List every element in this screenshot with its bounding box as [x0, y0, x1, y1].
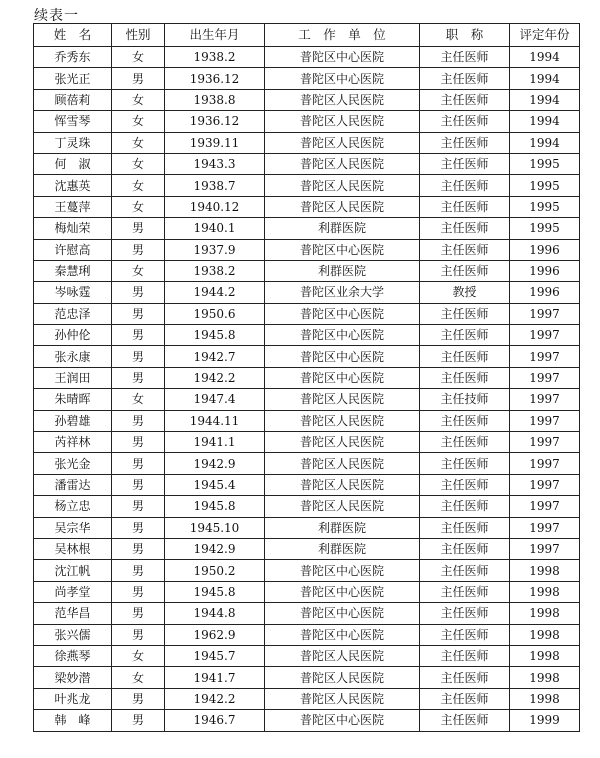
cell-name: 范华昌	[34, 603, 112, 624]
cell-unit: 利群医院	[265, 538, 420, 559]
cell-unit: 普陀区人民医院	[265, 667, 420, 688]
cell-sex: 女	[112, 89, 165, 110]
cell-birth: 1936.12	[165, 68, 265, 89]
cell-year: 1996	[510, 239, 580, 260]
cell-unit: 普陀区中心医院	[265, 346, 420, 367]
cell-sex: 女	[112, 132, 165, 153]
cell-year: 1998	[510, 581, 580, 602]
header-birth: 出生年月	[165, 24, 265, 47]
cell-title: 主任医师	[420, 239, 510, 260]
cell-title: 主任医师	[420, 624, 510, 645]
cell-birth: 1941.7	[165, 667, 265, 688]
table-row	[34, 367, 580, 388]
cell-year: 1994	[510, 47, 580, 68]
cell-title: 主任医师	[420, 710, 510, 731]
cell-sex: 男	[112, 68, 165, 89]
cell-title: 主任医师	[420, 175, 510, 196]
cell-sex: 男	[112, 474, 165, 495]
table-row	[34, 218, 580, 239]
cell-title: 主任医师	[420, 603, 510, 624]
table-row	[34, 239, 580, 260]
cell-title: 主任医师	[420, 432, 510, 453]
table-row	[34, 303, 580, 324]
table-row	[34, 175, 580, 196]
cell-year: 1994	[510, 68, 580, 89]
cell-birth: 1936.12	[165, 111, 265, 132]
cell-name: 朱晴晖	[34, 389, 112, 410]
cell-name: 张兴儒	[34, 624, 112, 645]
table-row	[34, 645, 580, 666]
table-row	[34, 667, 580, 688]
cell-sex: 男	[112, 581, 165, 602]
cell-year: 1997	[510, 303, 580, 324]
cell-birth: 1943.3	[165, 153, 265, 174]
cell-sex: 男	[112, 346, 165, 367]
cell-birth: 1941.1	[165, 432, 265, 453]
cell-unit: 普陀区中心医院	[265, 367, 420, 388]
table-row	[34, 47, 580, 68]
cell-sex: 男	[112, 325, 165, 346]
cell-title: 主任医师	[420, 581, 510, 602]
cell-sex: 男	[112, 282, 165, 303]
header-unit: 工 作 单 位	[265, 24, 420, 47]
table-row	[34, 517, 580, 538]
cell-title: 主任医师	[420, 325, 510, 346]
cell-unit: 普陀区人民医院	[265, 410, 420, 431]
cell-sex: 男	[112, 517, 165, 538]
cell-unit: 利群医院	[265, 260, 420, 281]
cell-name: 徐燕琴	[34, 645, 112, 666]
table-row	[34, 688, 580, 709]
cell-unit: 普陀区人民医院	[265, 474, 420, 495]
cell-year: 1997	[510, 410, 580, 431]
cell-unit: 普陀区中心医院	[265, 68, 420, 89]
cell-name: 许慰高	[34, 239, 112, 260]
cell-sex: 男	[112, 239, 165, 260]
cell-unit: 普陀区业余大学	[265, 282, 420, 303]
cell-name: 芮祥林	[34, 432, 112, 453]
cell-birth: 1945.10	[165, 517, 265, 538]
cell-birth: 1945.8	[165, 581, 265, 602]
cell-birth: 1944.2	[165, 282, 265, 303]
cell-year: 1997	[510, 432, 580, 453]
table-row	[34, 89, 580, 110]
cell-title: 主任医师	[420, 260, 510, 281]
table-row	[34, 496, 580, 517]
cell-birth: 1950.6	[165, 303, 265, 324]
cell-title: 主任医师	[420, 453, 510, 474]
cell-year: 1995	[510, 175, 580, 196]
cell-title: 主任医师	[420, 153, 510, 174]
cell-title: 主任医师	[420, 560, 510, 581]
cell-unit: 普陀区人民医院	[265, 453, 420, 474]
cell-name: 顾蓓莉	[34, 89, 112, 110]
cell-name: 丁灵珠	[34, 132, 112, 153]
cell-sex: 男	[112, 710, 165, 731]
cell-birth: 1942.9	[165, 538, 265, 559]
cell-year: 1997	[510, 389, 580, 410]
cell-name: 恽雪琴	[34, 111, 112, 132]
cell-name: 秦慧琍	[34, 260, 112, 281]
cell-title: 主任医师	[420, 47, 510, 68]
table-row	[34, 68, 580, 89]
cell-title: 主任医师	[420, 132, 510, 153]
cell-year: 1995	[510, 218, 580, 239]
table-row	[34, 132, 580, 153]
cell-unit: 普陀区中心医院	[265, 325, 420, 346]
cell-name: 王润田	[34, 367, 112, 388]
cell-title: 主任医师	[420, 303, 510, 324]
cell-name: 叶兆龙	[34, 688, 112, 709]
cell-sex: 女	[112, 645, 165, 666]
cell-sex: 男	[112, 538, 165, 559]
cell-year: 1995	[510, 196, 580, 217]
cell-birth: 1938.2	[165, 260, 265, 281]
table-row	[34, 282, 580, 303]
cell-name: 孙仲伦	[34, 325, 112, 346]
cell-unit: 普陀区中心医院	[265, 239, 420, 260]
cell-birth: 1942.2	[165, 688, 265, 709]
table-row	[34, 196, 580, 217]
cell-year: 1997	[510, 517, 580, 538]
table-row	[34, 581, 580, 602]
cell-unit: 利群医院	[265, 218, 420, 239]
cell-birth: 1942.2	[165, 367, 265, 388]
cell-title: 主任医师	[420, 645, 510, 666]
cell-year: 1997	[510, 538, 580, 559]
table-row	[34, 410, 580, 431]
cell-year: 1998	[510, 667, 580, 688]
cell-sex: 女	[112, 111, 165, 132]
cell-birth: 1942.9	[165, 453, 265, 474]
cell-year: 1997	[510, 367, 580, 388]
cell-sex: 男	[112, 432, 165, 453]
cell-birth: 1945.7	[165, 645, 265, 666]
cell-year: 1997	[510, 346, 580, 367]
cell-sex: 女	[112, 667, 165, 688]
table-row	[34, 560, 580, 581]
table-row	[34, 474, 580, 495]
cell-name: 梁妙潜	[34, 667, 112, 688]
table-row	[34, 153, 580, 174]
cell-sex: 男	[112, 603, 165, 624]
cell-birth: 1945.8	[165, 496, 265, 517]
cell-sex: 男	[112, 453, 165, 474]
cell-sex: 女	[112, 153, 165, 174]
cell-unit: 普陀区人民医院	[265, 153, 420, 174]
cell-year: 1999	[510, 710, 580, 731]
cell-year: 1994	[510, 89, 580, 110]
cell-year: 1997	[510, 325, 580, 346]
cell-unit: 普陀区人民医院	[265, 132, 420, 153]
cell-unit: 普陀区中心医院	[265, 710, 420, 731]
cell-birth: 1962.9	[165, 624, 265, 645]
cell-sex: 男	[112, 624, 165, 645]
cell-unit: 普陀区中心医院	[265, 560, 420, 581]
cell-unit: 普陀区人民医院	[265, 389, 420, 410]
cell-unit: 普陀区人民医院	[265, 688, 420, 709]
cell-sex: 男	[112, 496, 165, 517]
cell-sex: 男	[112, 560, 165, 581]
cell-birth: 1945.4	[165, 474, 265, 495]
cell-name: 潘雷达	[34, 474, 112, 495]
cell-birth: 1938.7	[165, 175, 265, 196]
cell-birth: 1938.8	[165, 89, 265, 110]
table-row	[34, 453, 580, 474]
cell-year: 1996	[510, 260, 580, 281]
cell-name: 王蔓萍	[34, 196, 112, 217]
cell-year: 1996	[510, 282, 580, 303]
cell-title: 主任医师	[420, 111, 510, 132]
table-row	[34, 710, 580, 731]
cell-name: 岑咏霆	[34, 282, 112, 303]
cell-year: 1998	[510, 645, 580, 666]
cell-unit: 普陀区中心医院	[265, 603, 420, 624]
cell-sex: 男	[112, 218, 165, 239]
cell-name: 沈江帆	[34, 560, 112, 581]
cell-unit: 普陀区人民医院	[265, 645, 420, 666]
cell-title: 主任医师	[420, 496, 510, 517]
cell-name: 范忠泽	[34, 303, 112, 324]
cell-year: 1994	[510, 132, 580, 153]
cell-unit: 普陀区中心医院	[265, 303, 420, 324]
header-year: 评定年份	[510, 24, 580, 47]
cell-year: 1997	[510, 453, 580, 474]
header-sex: 性别	[112, 24, 165, 47]
cell-year: 1994	[510, 111, 580, 132]
table-row	[34, 603, 580, 624]
cell-title: 主任技师	[420, 389, 510, 410]
cell-name: 何 淑	[34, 153, 112, 174]
cell-sex: 男	[112, 688, 165, 709]
cell-birth: 1940.1	[165, 218, 265, 239]
cell-name: 张光正	[34, 68, 112, 89]
cell-unit: 普陀区人民医院	[265, 89, 420, 110]
cell-unit: 普陀区人民医院	[265, 496, 420, 517]
cell-birth: 1939.11	[165, 132, 265, 153]
cell-birth: 1945.8	[165, 325, 265, 346]
cell-sex: 男	[112, 367, 165, 388]
cell-title: 主任医师	[420, 346, 510, 367]
cell-unit: 普陀区中心医院	[265, 581, 420, 602]
cell-title: 主任医师	[420, 474, 510, 495]
cell-unit: 普陀区人民医院	[265, 432, 420, 453]
header-name: 姓 名	[34, 24, 112, 47]
table-row	[34, 111, 580, 132]
cell-unit: 普陀区人民医院	[265, 175, 420, 196]
cell-unit: 利群医院	[265, 517, 420, 538]
cell-name: 韩 峰	[34, 710, 112, 731]
cell-sex: 女	[112, 47, 165, 68]
table-row	[34, 389, 580, 410]
table-row	[34, 624, 580, 645]
cell-unit: 普陀区中心医院	[265, 624, 420, 645]
personnel-table	[33, 23, 580, 732]
cell-birth: 1946.7	[165, 710, 265, 731]
cell-name: 吴林根	[34, 538, 112, 559]
cell-sex: 女	[112, 389, 165, 410]
cell-year: 1998	[510, 624, 580, 645]
header-row	[34, 24, 580, 47]
cell-title: 主任医师	[420, 517, 510, 538]
cell-year: 1998	[510, 688, 580, 709]
cell-birth: 1937.9	[165, 239, 265, 260]
cell-year: 1997	[510, 496, 580, 517]
cell-name: 杨立忠	[34, 496, 112, 517]
cell-birth: 1950.2	[165, 560, 265, 581]
table-row	[34, 325, 580, 346]
cell-sex: 男	[112, 303, 165, 324]
cell-year: 1995	[510, 153, 580, 174]
cell-name: 尚孝堂	[34, 581, 112, 602]
cell-title: 主任医师	[420, 89, 510, 110]
cell-title: 主任医师	[420, 218, 510, 239]
cell-name: 沈惠英	[34, 175, 112, 196]
cell-unit: 普陀区中心医院	[265, 47, 420, 68]
table-row	[34, 538, 580, 559]
cell-sex: 男	[112, 410, 165, 431]
cell-birth: 1938.2	[165, 47, 265, 68]
cell-birth: 1940.12	[165, 196, 265, 217]
cell-year: 1998	[510, 603, 580, 624]
cell-title: 主任医师	[420, 538, 510, 559]
cell-unit: 普陀区人民医院	[265, 196, 420, 217]
cell-birth: 1947.4	[165, 389, 265, 410]
cell-title: 主任医师	[420, 688, 510, 709]
table-row	[34, 432, 580, 453]
cell-unit: 普陀区人民医院	[265, 111, 420, 132]
cell-title: 主任医师	[420, 367, 510, 388]
cell-title: 教授	[420, 282, 510, 303]
cell-birth: 1944.11	[165, 410, 265, 431]
cell-year: 1998	[510, 560, 580, 581]
cell-name: 孙碧雄	[34, 410, 112, 431]
header-title: 职 称	[420, 24, 510, 47]
cell-sex: 女	[112, 196, 165, 217]
cell-title: 主任医师	[420, 667, 510, 688]
table-row	[34, 260, 580, 281]
cell-title: 主任医师	[420, 68, 510, 89]
table-row	[34, 346, 580, 367]
cell-name: 乔秀东	[34, 47, 112, 68]
cell-year: 1997	[510, 474, 580, 495]
cell-title: 主任医师	[420, 410, 510, 431]
cell-name: 张光金	[34, 453, 112, 474]
cell-name: 吴宗华	[34, 517, 112, 538]
cell-sex: 女	[112, 175, 165, 196]
cell-sex: 女	[112, 260, 165, 281]
cell-name: 梅灿荣	[34, 218, 112, 239]
cell-title: 主任医师	[420, 196, 510, 217]
cell-birth: 1942.7	[165, 346, 265, 367]
cell-birth: 1944.8	[165, 603, 265, 624]
cell-name: 张永康	[34, 346, 112, 367]
table-caption: 续表一	[34, 8, 79, 24]
